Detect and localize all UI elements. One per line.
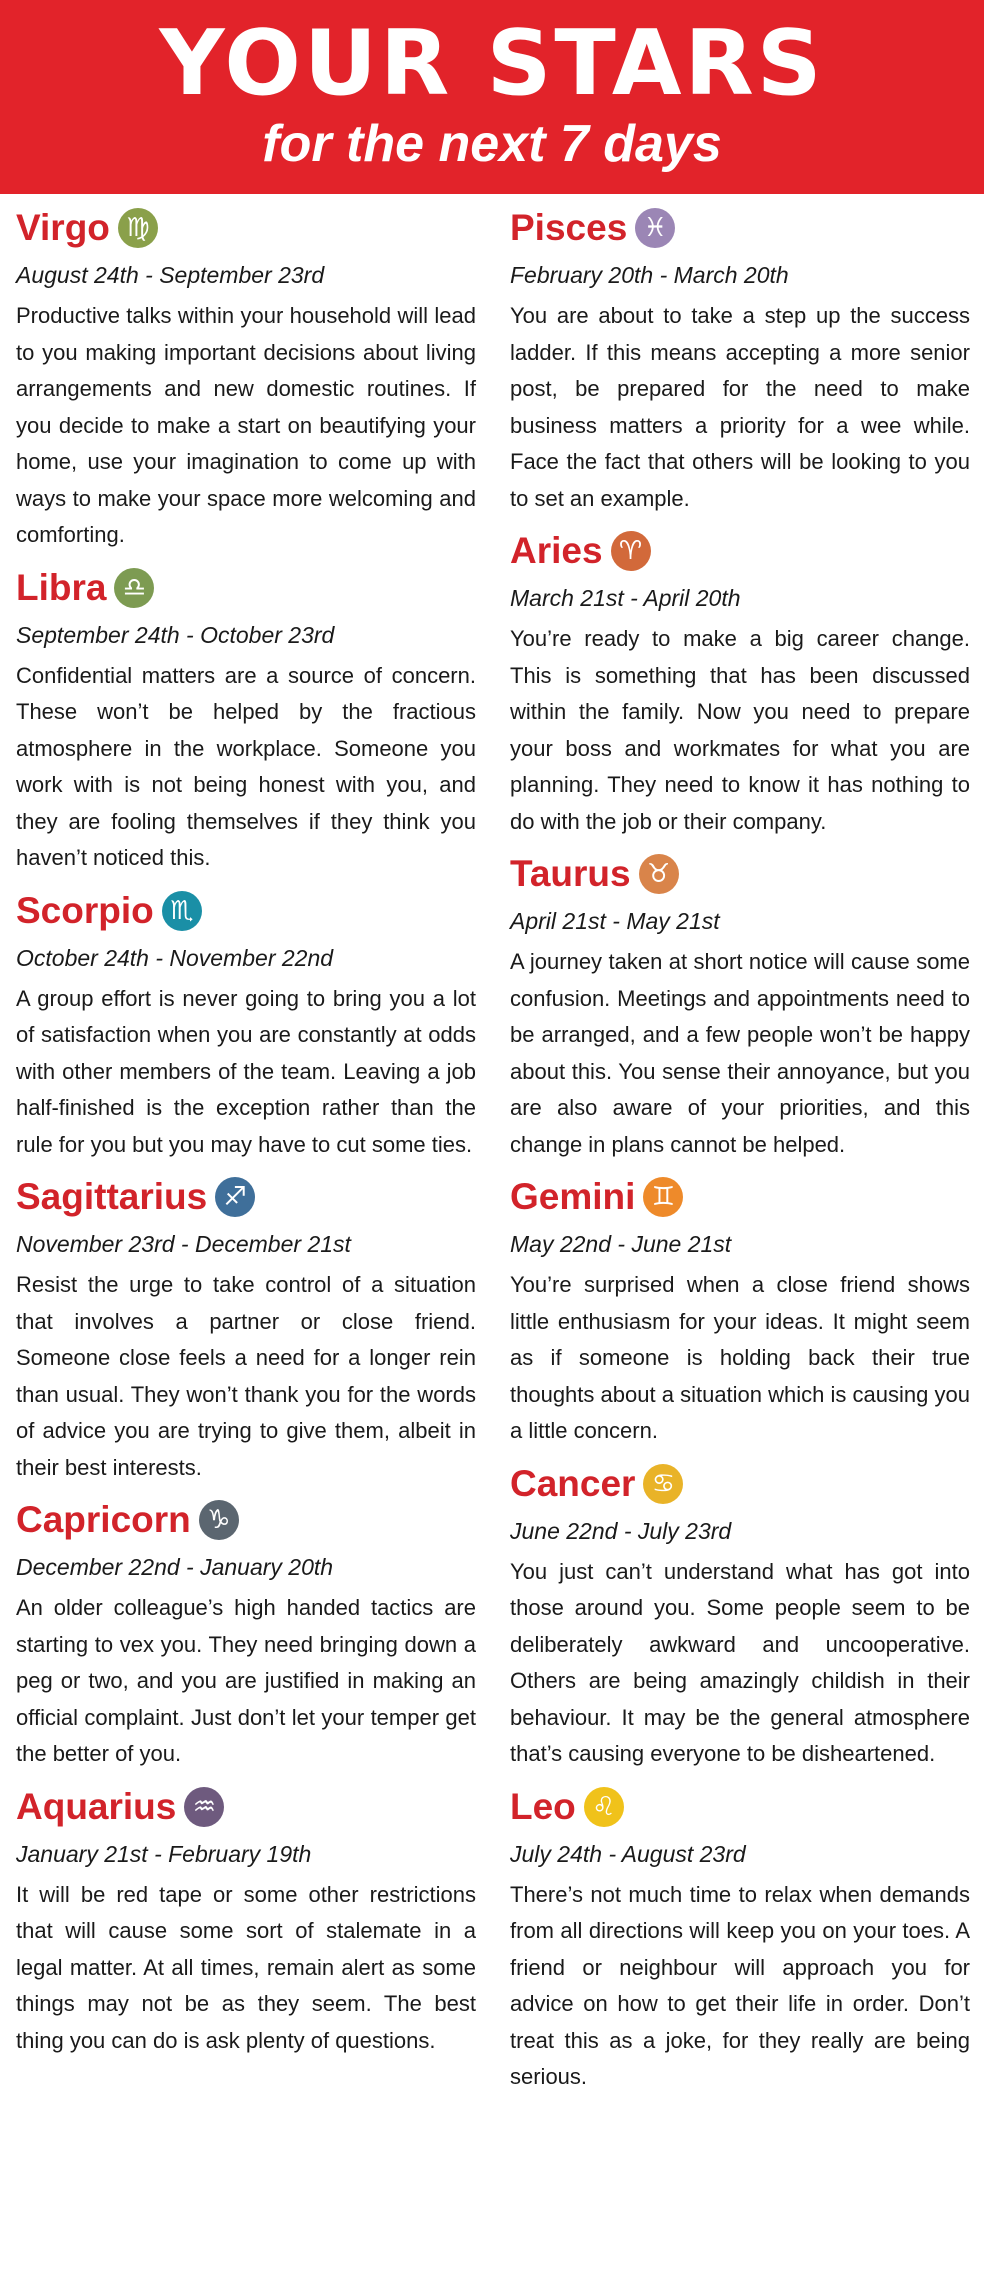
sign-taurus — [510, 846, 970, 1163]
sign-dates: November 23rd - December 21st — [16, 1231, 351, 1257]
sign-text: It will be red tape or some other restrictions that will cause some sort of stalemate in a legal matter. At all times, remain alert as some things may not be as they seem. The best thing you can do is ask plenty of questions. — [16, 1881, 476, 2053]
sign-name: Aries — [510, 530, 603, 571]
sign-name: Aquarius — [16, 1785, 177, 1827]
virgo-icon: ♍ — [118, 208, 158, 248]
left-column — [16, 194, 476, 2096]
sign-name: Cancer — [510, 1462, 636, 1504]
header-banner — [0, 0, 984, 194]
sign-text: A journey taken at short notice will cause some confusion. Meetings and appointments need to be arranged, and a few people won’t be happy about this. You sense their annoyance, but you are also aware of your priorities, and this change in plans cannot be helped. — [510, 949, 970, 1157]
sign-name: Leo — [510, 1785, 576, 1827]
sign-text: You’re ready to make a big career change. This is something that has been discussed within the family. Now you need to prepare your boss and workmates for what you are planning. They need to know it has nothing to do with the job or their company. — [510, 626, 970, 834]
sign-text: You’re surprised when a close friend shows little enthusiasm for your ideas. It might seem as if someone is holding back their true thoughts about a situation which is causing you a little concern. — [510, 1272, 970, 1443]
sign-header — [16, 883, 476, 939]
sign-dates: February 20th - March 20th — [510, 262, 789, 288]
sign-dates: July 24th - August 23rd — [510, 1840, 746, 1867]
taurus-icon: ♉ — [639, 854, 679, 894]
sign-scorpio — [16, 883, 476, 1164]
sign-name: Scorpio — [16, 889, 154, 931]
sign-name: Pisces — [510, 207, 628, 248]
sign-header — [510, 1169, 970, 1225]
libra-icon: ♎ — [114, 568, 154, 608]
sign-text: A group effort is never going to bring you a lot of satisfaction when you are constantly at odds with other members of the team. Leaving a job half-finished is the exception rather than the rule for you but you may have to cut some ties. — [16, 985, 476, 1157]
capricorn-icon: ♑ — [199, 1500, 239, 1540]
sign-text: There’s not much time to relax when demands from all directions will keep you on your toes. A friend or neighbour will approach you for advice on how to get their life in order. Don’t treat this as a joke, for they really are being serious. — [510, 1881, 970, 2089]
sign-name: Libra — [16, 566, 107, 608]
leo-icon: ♌ — [584, 1787, 624, 1827]
sign-text: Resist the urge to take control of a situation that involves a partner or close friend. Someone close feels a need for a longer rein than usual. They won’t thank you for the words of advice you are trying to give them, albeit in their best interests. — [16, 1272, 476, 1480]
sign-text: An older colleague’s high handed tactics are starting to vex you. They need bringing down a peg or two, and you are justified in making an official complaint. Just don’t let your temper get the better of you. — [16, 1595, 476, 1766]
sign-aquarius — [16, 1779, 476, 2060]
sign-header — [510, 1456, 970, 1512]
sign-name: Capricorn — [16, 1499, 191, 1540]
sign-capricorn — [16, 1492, 476, 1773]
cancer-icon: ♋ — [643, 1464, 683, 1504]
sign-header — [16, 1492, 476, 1548]
sign-text: Productive talks within your household will lead to you making important decisions about living arrangements and new domestic routines. If you decide to make a start on beautifying your home, use your imagination to come up with ways to make your space more welcoming and comforting. — [16, 303, 476, 547]
sign-header — [510, 1779, 970, 1835]
sign-name: Taurus — [510, 853, 631, 894]
sign-sagittarius — [16, 1169, 476, 1486]
sign-text: You are about to take a step up the success ladder. If this means accepting a more senior post, be prepared for the need to make business matters a priority for a wee while. Face the fact that others will be looking to you to set an example. — [510, 303, 970, 511]
aquarius-icon: ♒ — [184, 1787, 224, 1827]
sign-header — [16, 1169, 476, 1225]
pisces-icon: ♓ — [635, 208, 675, 248]
right-column — [510, 194, 970, 2096]
sign-name: Virgo — [16, 207, 110, 248]
page-subtitle: for the next 7 days — [262, 115, 722, 173]
sign-virgo — [16, 200, 476, 554]
sign-dates: March 21st - April 20th — [510, 585, 741, 611]
sign-pisces — [510, 200, 970, 517]
sign-dates: April 21st - May 21st — [510, 908, 720, 934]
sign-name: Sagittarius — [16, 1176, 208, 1217]
sign-header — [510, 846, 970, 902]
sign-name: Gemini — [510, 1176, 636, 1217]
sign-libra — [16, 560, 476, 877]
sign-dates: October 24th - November 22nd — [16, 944, 334, 971]
sagittarius-icon: ♐ — [215, 1177, 255, 1217]
horoscope-columns — [0, 194, 984, 2096]
sign-header — [16, 200, 476, 256]
sign-aries — [510, 523, 970, 840]
sign-gemini — [510, 1169, 970, 1450]
sign-dates: August 24th - September 23rd — [16, 262, 325, 288]
sign-dates: December 22nd - January 20th — [16, 1554, 334, 1580]
gemini-icon: ♊ — [643, 1177, 683, 1217]
page-title: YOUR STARS — [159, 11, 825, 116]
aries-icon: ♈ — [611, 531, 651, 571]
sign-dates: May 22nd - June 21st — [510, 1231, 732, 1257]
scorpio-icon: ♏ — [162, 891, 202, 931]
sign-cancer — [510, 1456, 970, 1773]
sign-dates: June 22nd - July 23rd — [510, 1517, 732, 1544]
sign-dates: September 24th - October 23rd — [16, 621, 335, 648]
sign-text: You just can’t understand what has got into those around you. Some people seem to be deliberately awkward and uncooperative. Others are being amazingly childish in their behaviour. It may be the general atmosphere that’s causing everyone to be disheartened. — [510, 1558, 970, 1766]
sign-text: Confidential matters are a source of concern. These won’t be helped by the fractious atmosphere in the workplace. Someone you work with is not being honest with you, and they are fooling themselves if they think you haven’t noticed this. — [16, 662, 476, 870]
sign-dates: January 21st - February 19th — [16, 1840, 312, 1867]
sign-leo — [510, 1779, 970, 2096]
sign-header — [16, 1779, 476, 1835]
sign-header — [16, 560, 476, 616]
sign-header — [510, 523, 970, 579]
sign-header — [510, 200, 970, 256]
